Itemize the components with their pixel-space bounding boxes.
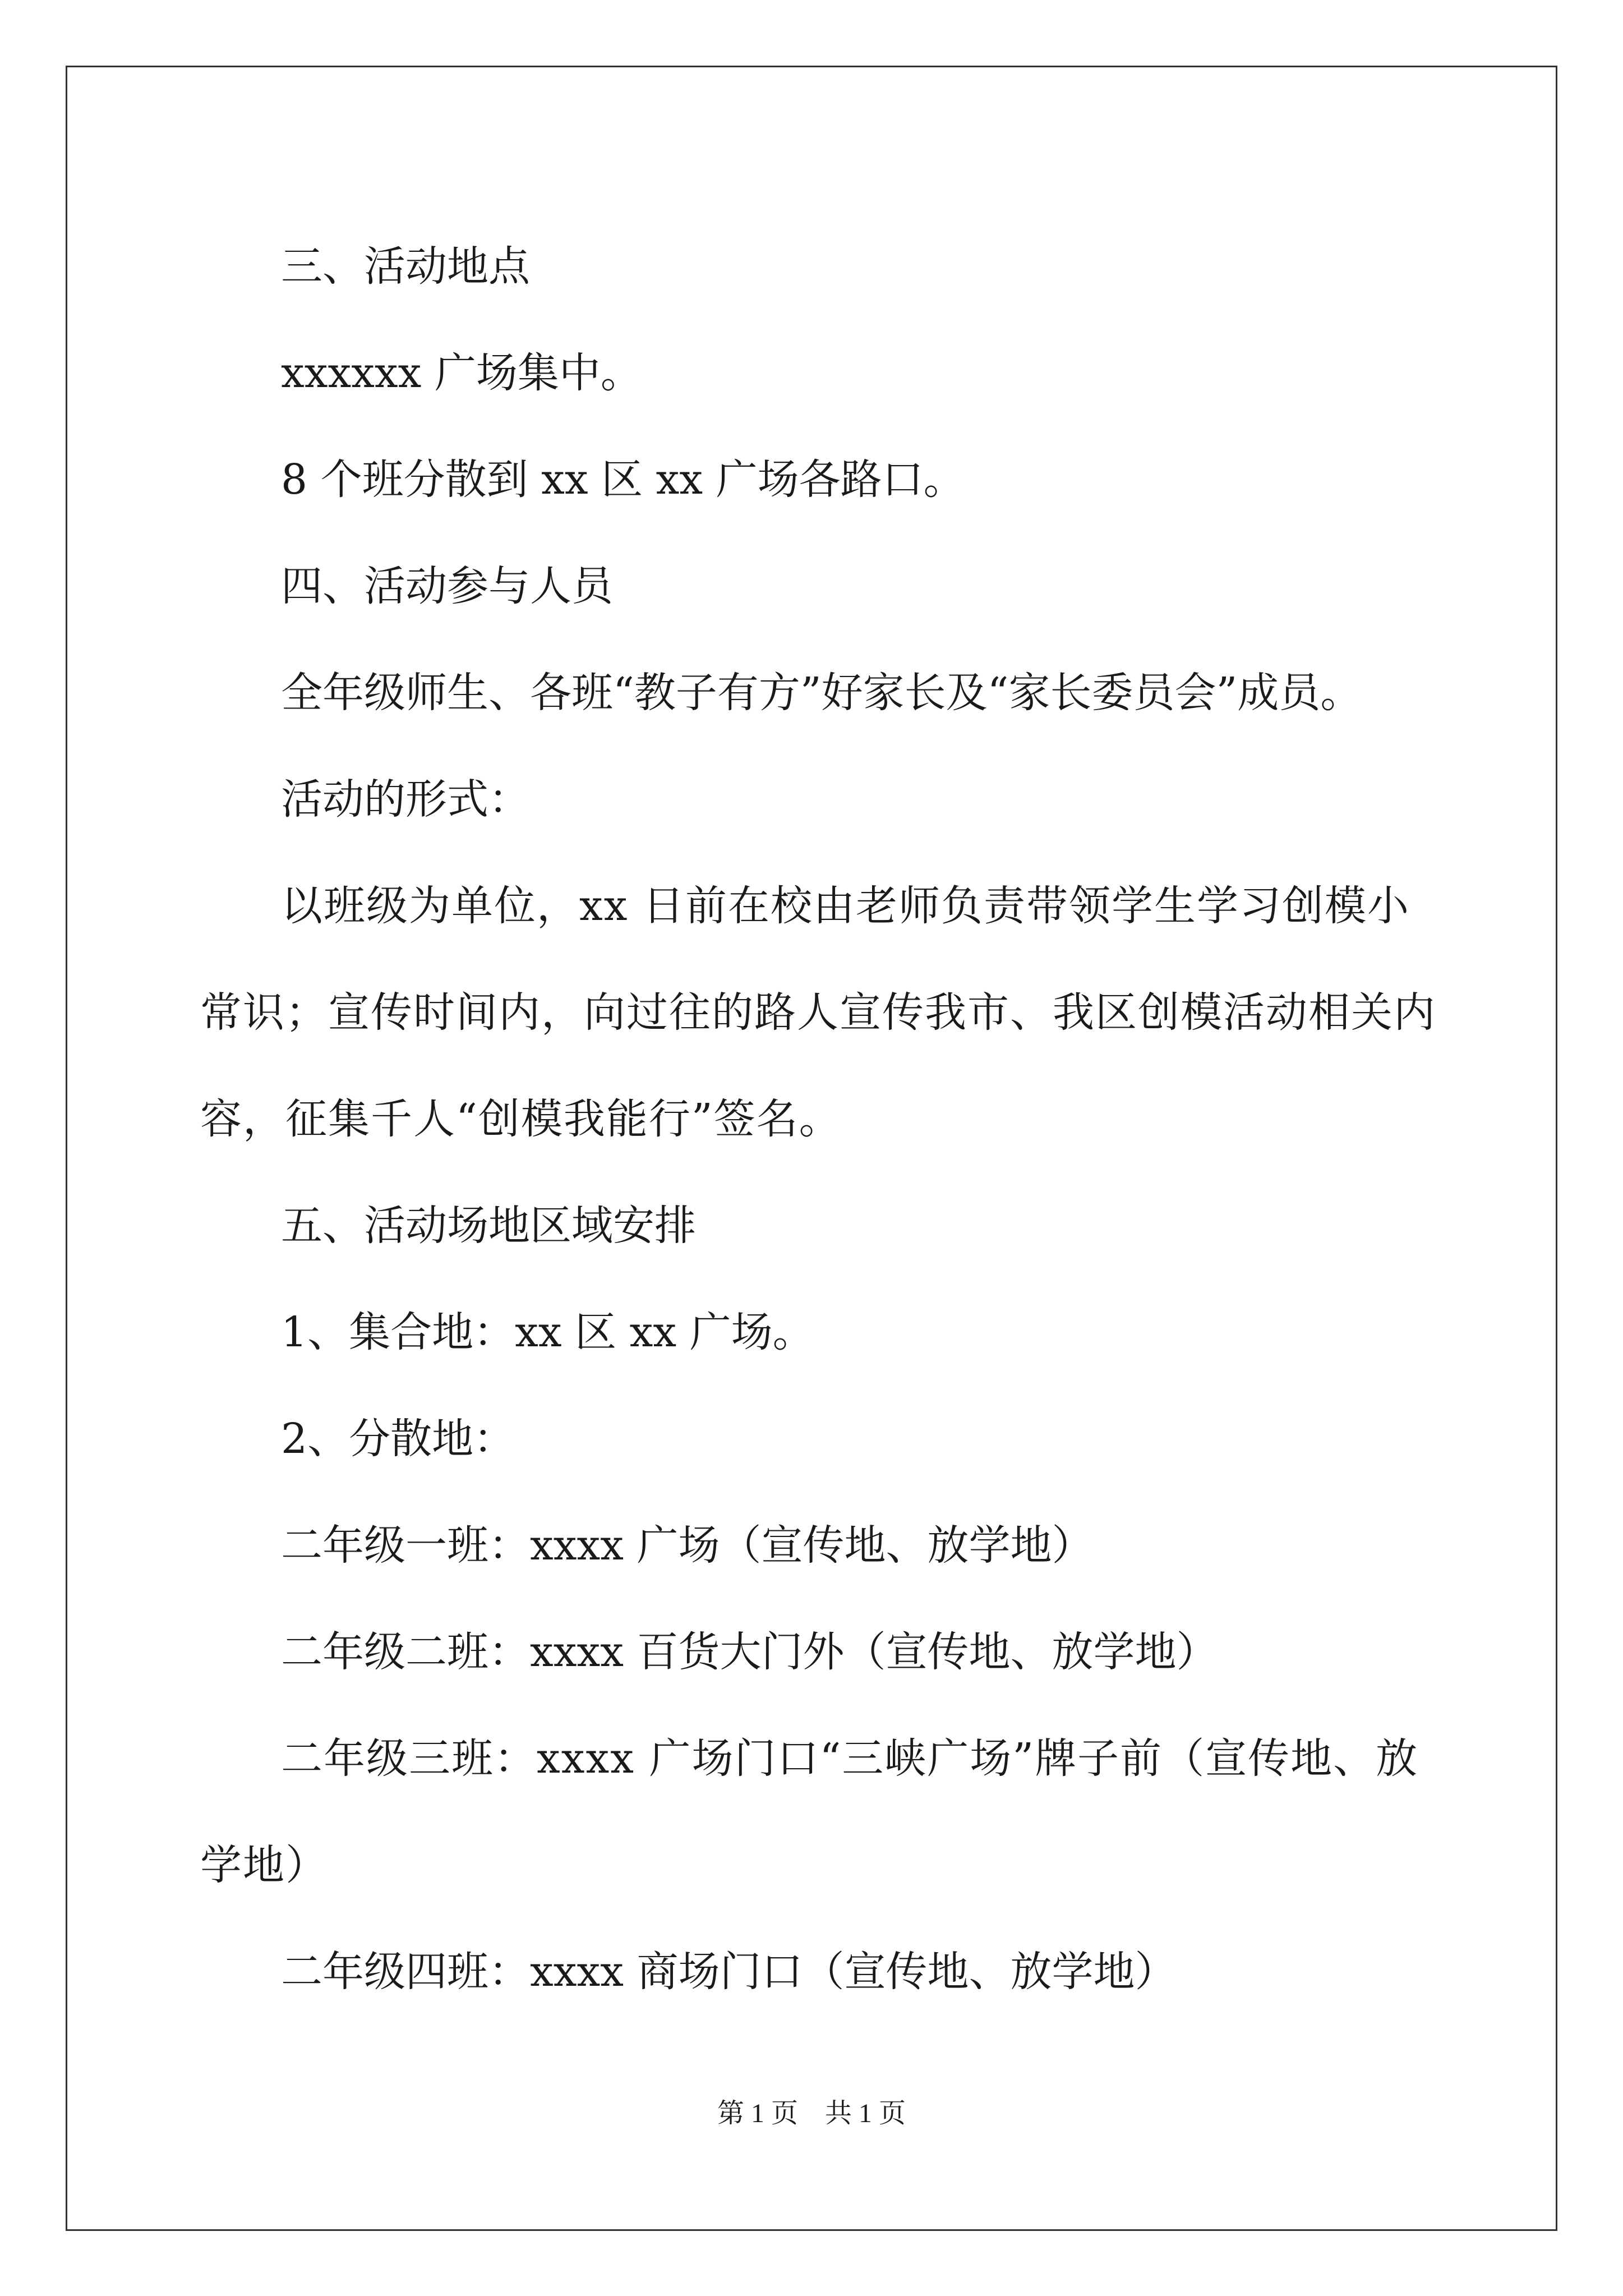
- list-item: 二年级四班：xxxx 商场门口（宣传地、放学地）: [281, 1948, 1177, 1996]
- paragraph: 以班级为单位，xx 日前在校由老师负责带领学生学习创模小常识；宣传时间内，向过往的路人宣传我市、我区创模活动相关内容，征集千人“创模我能行”签名。: [200, 882, 1436, 1143]
- paragraph: 全年级师生、各班“教子有方”好家长及“家长委员会”成员。: [281, 669, 1362, 717]
- section-heading: 五、活动场地区域安排: [281, 1202, 696, 1250]
- page-footer: 第 1 页 共 1 页: [717, 2099, 906, 2128]
- list-item: 二年级三班：xxxx 广场门口“三峡广场”牌子前（宣传地、放学地）: [200, 1734, 1419, 1889]
- list-item: 二年级一班：xxxx 广场（宣传地、放学地）: [281, 1521, 1094, 1570]
- paragraph: 2、分散地：: [281, 1415, 515, 1463]
- document-body: [200, 213, 1440, 2025]
- paragraph: 1、集合地：xx 区 xx 广场。: [281, 1308, 814, 1356]
- paragraph: 8 个班分散到 xx 区 xx 广场各路口。: [281, 455, 965, 504]
- list-item: 二年级二班：xxxx 百货大门外（宣传地、放学地）: [281, 1628, 1218, 1676]
- section-heading: 三、活动地点: [281, 242, 530, 291]
- paragraph: 活动的形式：: [281, 775, 530, 823]
- paragraph: xxxxxx 广场集中。: [281, 349, 642, 397]
- section-heading: 四、活动参与人员: [281, 562, 613, 610]
